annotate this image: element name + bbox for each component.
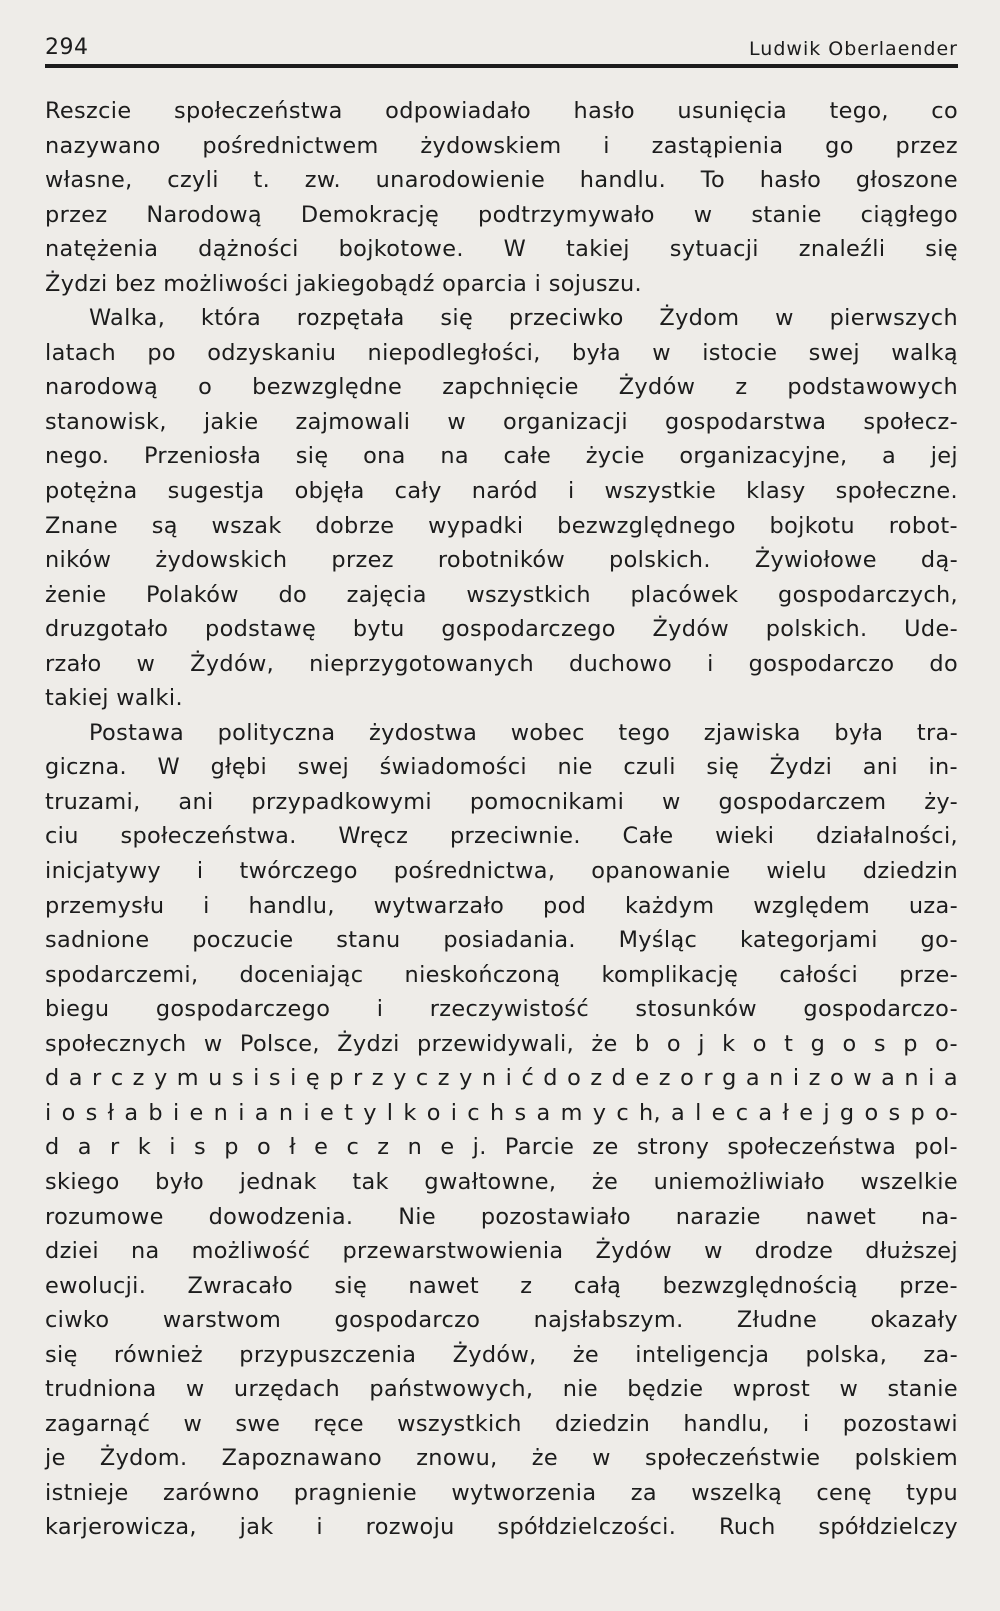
text-line: się również przypuszczenia Żydów, że inteligencja polska, za- <box>45 1341 958 1368</box>
text-line: d a r k i s p o ł e c z n e j. Parcie ze strony społeczeństwa pol- <box>45 1134 958 1161</box>
text-line: inicjatywy i twórczego pośrednictwa, opanowanie wielu dziedzin <box>45 858 958 885</box>
body-text <box>45 94 958 1545</box>
text-line: latach po odzyskaniu niepodległości, była w istocie swej walką <box>45 339 958 366</box>
text-line: spodarczemi, doceniając nieskończoną komplikację całości prze- <box>45 961 958 988</box>
text-line: druzgotało podstawę bytu gospodarczego Żydów polskich. Ude- <box>45 616 958 643</box>
text-line: giczna. W głębi swej świadomości nie czuli się Żydzi ani in- <box>45 754 958 781</box>
text-line: ewolucji. Zwracało się nawet z całą bezwzględnością prze- <box>45 1272 958 1299</box>
text-line: Reszcie społeczeństwa odpowiadało hasło usunięcia tego, co <box>45 98 958 124</box>
text-line: trudniona w urzędach państwowych, nie będzie wprost w stanie <box>45 1376 958 1403</box>
text-line: Walka, która rozpętała się przeciwko Żydom w pierwszych <box>89 305 958 332</box>
running-head: Ludwik Oberlaender <box>749 38 958 60</box>
text-line: własne, czyli t. zw. unarodowienie handlu. To hasło głoszone <box>45 167 958 194</box>
text-line: narodową o bezwzględne zapchnięcie Żydów z podstawowych <box>45 374 958 401</box>
text-line: nazywano pośrednictwem żydowskiem i zastąpienia go przez <box>45 132 958 159</box>
text-line: ciu społeczeństwa. Wręcz przeciwnie. Całe wieki działalności, <box>45 823 958 850</box>
page-number: 294 <box>45 35 89 60</box>
text-line: istnieje zarówno pragnienie wytworzenia za wszelką cenę typu <box>45 1479 958 1506</box>
text-line: Postawa polityczna żydostwa wobec tego zjawiska była tra- <box>89 719 958 746</box>
text-line: skiego było jednak tak gwałtowne, że uniemożliwiało wszelkie <box>45 1168 958 1195</box>
text-line: społecznych w Polsce, Żydzi przewidywali, że b o j k o t g o s p o- <box>45 1030 958 1057</box>
text-line: karjerowicza, jak i rozwoju spółdzielczości. Ruch spółdzielczy <box>45 1514 958 1541</box>
text-line: Żydzi bez możliwości jakiegobądź oparcia i sojuszu. <box>45 270 643 297</box>
text-line: truzami, ani przypadkowymi pomocnikami w gospodarczem ży- <box>45 788 958 815</box>
text-line: przez Narodową Demokrację podtrzymywało w stanie ciągłego <box>45 201 958 228</box>
text-line: Znane są wszak dobrze wypadki bezwzględnego bojkotu robot- <box>45 512 958 539</box>
text-line: ciwko warstwom gospodarczo najsłabszym. Złudne okazały <box>45 1307 958 1334</box>
text-line: rzało w Żydów, nieprzygotowanych duchowo i gospodarczo do <box>45 650 958 677</box>
text-line: żenie Polaków do zajęcia wszystkich placówek gospodarczych, <box>45 581 958 608</box>
text-line: je Żydom. Zapoznawano znowu, że w społeczeństwie polskiem <box>45 1445 958 1472</box>
text-line: sadnione poczucie stanu posiadania. Myśląc kategorjami go- <box>45 927 958 954</box>
text-line: i o s ł a b i e n i a n i e t y l k o i c h s a m y c h, a l e c a ł e j g o s p o- <box>45 1099 958 1126</box>
text-line: natężenia dążności bojkotowe. W takiej sytuacji znaleźli się <box>45 236 958 263</box>
page-header <box>45 0 958 60</box>
text-line: przemysłu i handlu, wytwarzało pod każdym względem uza- <box>45 892 958 919</box>
text-line: nego. Przeniosła się ona na całe życie organizacyjne, a jej <box>45 443 958 470</box>
header-rule <box>45 64 958 68</box>
text-line: dziei na możliwość przewarstwowienia Żydów w drodze dłuższej <box>45 1238 958 1265</box>
text-line: zagarnąć w swe ręce wszystkich dziedzin handlu, i pozostawi <box>45 1410 958 1437</box>
text-line: ników żydowskich przez robotników polskich. Żywiołowe dą- <box>45 547 958 574</box>
text-line: stanowisk, jakie zajmowali w organizacji gospodarstwa społecz- <box>45 408 958 435</box>
text-line: biegu gospodarczego i rzeczywistość stosunków gospodarczo- <box>45 996 958 1023</box>
text-line: rozumowe dowodzenia. Nie pozostawiało narazie nawet na- <box>45 1203 958 1230</box>
text-line: d a r c z y m u s i s i ę p r z y c z y n i ć d o z d e z o r g a n i z o w a n i a <box>45 1065 958 1092</box>
text-line: takiej walki. <box>45 685 183 712</box>
text-line: potężna sugestja objęła cały naród i wszystkie klasy społeczne. <box>45 478 958 505</box>
